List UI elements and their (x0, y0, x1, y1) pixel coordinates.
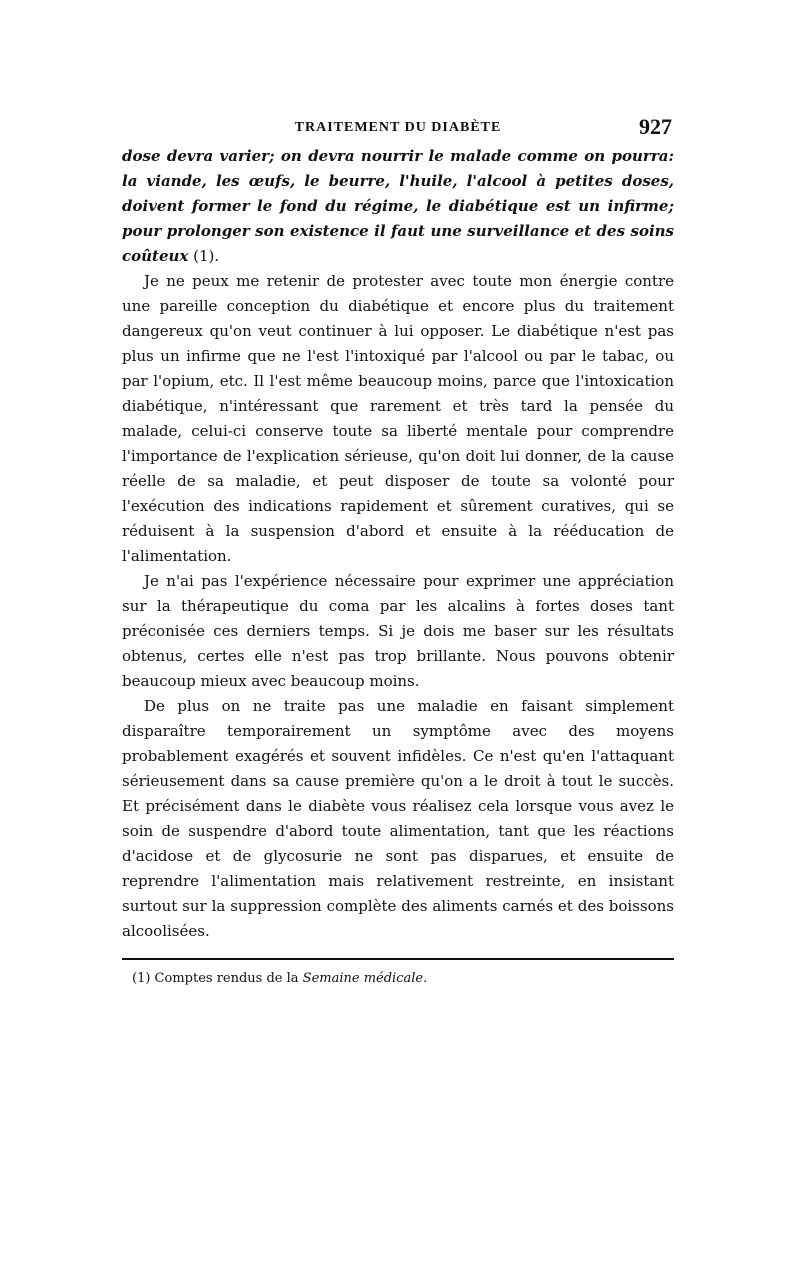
body-text (122, 144, 674, 944)
footnote-marker: (1) (132, 971, 151, 986)
intro-paragraph (122, 144, 674, 269)
paragraph-1: Je ne peux me retenir de protester avec toute mon énergie contre une pareille conception du diabétique et encore plus du traitement dangereux qu'on veut continuer à lui opposer. Le diabétique n'est pas plus un infirme que ne l'est l'intoxiqué par l'alcool ou par le tabac, ou par l'opium, etc. Il l'est même beaucoup moins, parce que l'intoxication diabétique, n'intéressant que rarement et très tard la pensée du malade, celui-ci conserve toute sa liberté mentale pour comprendre l'importance de l'explication sérieuse, qu'on doit lui donner, de la cause réelle de sa maladie, et peut disposer de toute sa volonté pour l'exécution des indications rapidement et sûrement curatives, qui se réduisent à la suspension d'abord et ensuite à la rééducation de l'alimentation. (122, 272, 674, 565)
page-number: 927 (639, 114, 672, 139)
intro-italic-quote: dose devra varier; on devra nourrir le malade comme on pourra: la viande, les œufs, le beurre, l'huile, l'alcool à petites doses, doivent former le fond du régime, le diabétique est un infirme; pour prolonger son existence il faut une surveillance et des soins coûteux (122, 147, 674, 265)
footnote-rule (122, 958, 674, 960)
paragraph-2: Je n'ai pas l'expérience nécessaire pour exprimer une appréciation sur la thérapeutique du coma par les alcalins à fortes doses tant préconisée ces derniers temps. Si je dois me baser sur les résultats obtenus, certes elle n'est pas trop brillante. Nous pouvons obtenir beaucoup mieux avec beaucoup moins. (122, 572, 674, 690)
paragraph-3: De plus on ne traite pas une maladie en faisant simplement disparaître temporairement un symptôme avec des moyens probablement exagérés et souvent infidèles. Ce n'est qu'en l'attaquant sérieusement dans sa cause première qu'on a le droit à tout le succès. Et précisément dans le diabète vous réalisez cela lorsque vous avez le soin de suspendre d'abord toute alimentation, tant que les réactions d'acidose et de glycosurie ne sont pas disparues, et ensuite de reprendre l'alimentation mais relativement restreinte, en insistant surtout sur la suppression complète des aliments carnés et des boissons alcoolisées. (122, 697, 674, 940)
footnote-text: Comptes rendus de la (150, 971, 303, 986)
running-head (122, 114, 674, 144)
footnote-reference: (1). (188, 247, 220, 265)
book-page (122, 114, 674, 989)
footnote (122, 969, 674, 989)
running-title: TRAITEMENT DU DIABÈTE (294, 120, 502, 135)
footnote-title: Semaine médicale. (302, 971, 428, 986)
